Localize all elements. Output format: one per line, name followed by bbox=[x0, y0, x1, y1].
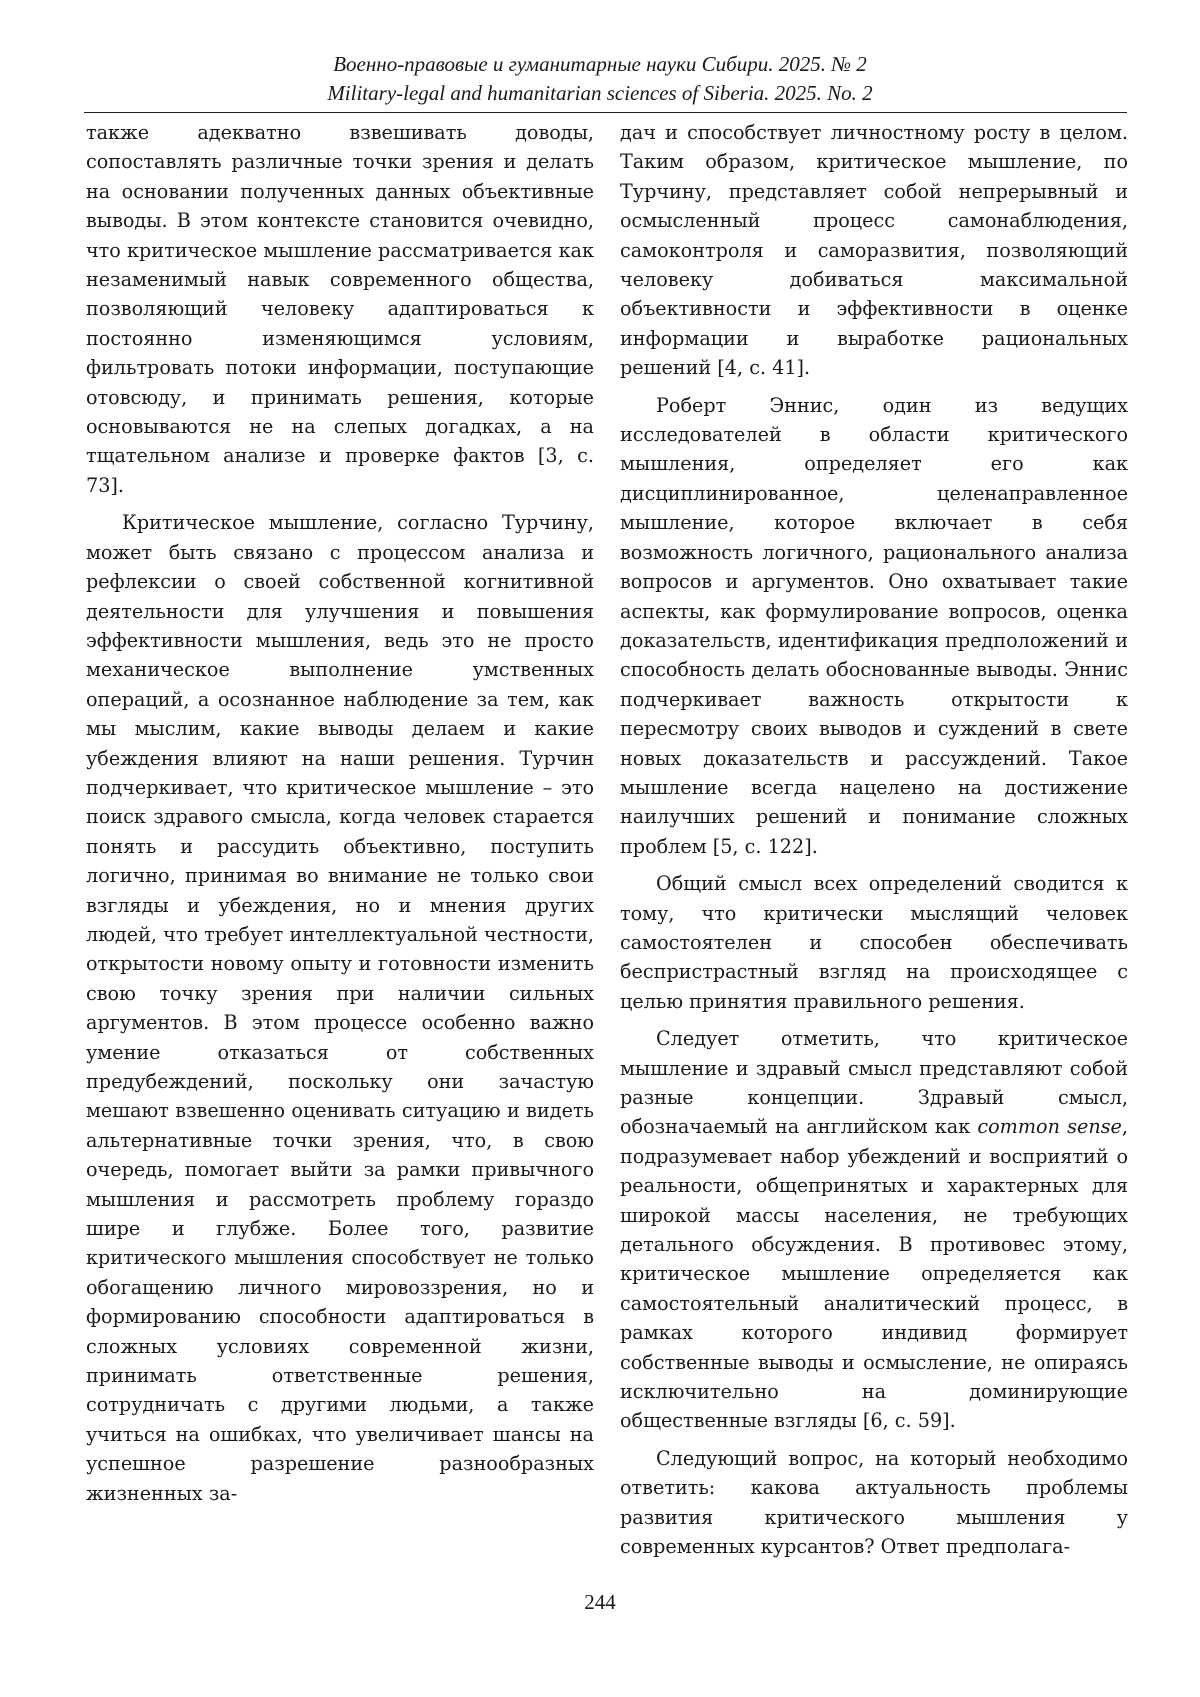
journal-title-ru: Военно-правовые и гуманитарные науки Сибири. 2025. № 2 bbox=[333, 52, 867, 76]
running-header bbox=[0, 50, 1200, 108]
right-paragraph-3: Общий смысл всех определений сводится к тому, что критически мыслящий человек самостоятелен и способен обеспечивать беспристрастный взгляд на происходящее с целью принятия правильного решения. bbox=[620, 872, 1128, 1013]
left-paragraph-1: также адекватно взвешивать доводы, сопоставлять различные точки зрения и делать на основании полученных данных объективные выводы. В этом контексте становится очевидно, что критическое мышление рассматривается как незаменимый навык современного общества, позволяющий человеку адаптироваться к постоянно изменяющимся условиям, фильтровать потоки информации, поступающие отовсюду, и принимать решения, которые основываются не на слепых догадках, а на тщательном анализе и проверке фактов [3, с. 73]. bbox=[86, 121, 594, 497]
term-common-sense: common sense bbox=[977, 1115, 1122, 1139]
left-column bbox=[86, 118, 594, 1516]
right-column bbox=[620, 118, 1128, 1570]
right-paragraph-2: Роберт Эннис, один из ведущих исследователей в области критического мышления, определяет его как дисциплинированное, целенаправленное мышление, которое включает в себя возможность логичного, рационального анализа вопросов и аргументов. Оно охватывает такие аспекты, как формулирование вопросов, оценка доказательств, идентификация предположений и способность делать обоснованные выводы. Эннис подчеркивает важность открытости к пересмотру своих выводов и суждений в свете новых доказательств и рассуждений. Такое мышление всегда нацелено на достижение наилучших решений и понимание сложных проблем [5, с. 122]. bbox=[620, 393, 1128, 858]
right-paragraph-1: дач и способствует личностному росту в целом. Таким образом, критическое мышление, по Турчину, представляет собой непрерывный и осмысленный процесс самонаблюдения, самоконтроля и саморазвития, позволяющий человеку добиваться максимальной объективности и эффективности в оценке информации и выработке рациональных решений [4, с. 41]. bbox=[620, 121, 1128, 380]
paragraph-4-text-end: , подразумевает набор убеждений и восприятий о реальности, общепринятых и характерных для широкой массы населения, не требующих детального обсуждения. В противовес этому, критическое мышление определяется как самостоятельный аналитический процесс, в рамках которого индивид формирует собственные выводы и осмысление, не опираясь исключительно на доминирующие общественные взгляды [6, с. 59]. bbox=[620, 1115, 1129, 1433]
journal-title-en: Military-legal and humanitarian sciences of Siberia. 2025. No. 2 bbox=[327, 81, 873, 105]
right-paragraph-4 bbox=[620, 1024, 1128, 1436]
header-divider bbox=[84, 112, 1127, 113]
paragraph-4-text-start: Следует отметить, что критическое мышление и здравый смысл представляют собой разные концепции. Здравый смысл, обозначаемый на английском как bbox=[620, 1027, 1128, 1139]
left-paragraph-2: Критическое мышление, согласно Турчину, может быть связано с процессом анализа и рефлексии о своей собственной когнитивной деятельности для улучшения и повышения эффективности мышления, ведь это не просто механическое выполнение умственных операций, а осознанное наблюдение за тем, как мы мыслим, какие выводы делаем и какие убеждения влияют на наши решения. Турчин подчеркивает, что критическое мышление – это поиск здравого смысла, когда человек старается понять и рассудить объективно, поступить логично, принимая во внимание не только свои взгляды и убеждения, но и мнения других людей, что требует интеллектуальной честности, открытости новому опыту и готовности изменить свою точку зрения при наличии сильных аргументов. В этом процессе особенно важно умение отказаться от собственных предубеждений, поскольку они зачастую мешают взвешенно оценивать ситуацию и видеть альтернативные точки зрения, что, в свою очередь, помогает выйти за рамки привычного мышления и рассмотреть проблему гораздо шире и глубже. Более того, развитие критического мышления способствует не только обогащению личного мировоззрения, но и формированию способности адаптироваться в сложных условиях современной жизни, принимать ответственные решения, сотрудничать с другими людьми, а также учиться на ошибках, что увеличивает шансы на успешное разрешение разнообразных жизненных за- bbox=[86, 511, 594, 1505]
right-paragraph-5: Следующий вопрос, на который необходимо ответить: какова актуальность проблемы развития критического мышления у современных курсантов? Ответ предполага- bbox=[620, 1446, 1128, 1559]
page-number: 244 bbox=[584, 1590, 616, 1614]
